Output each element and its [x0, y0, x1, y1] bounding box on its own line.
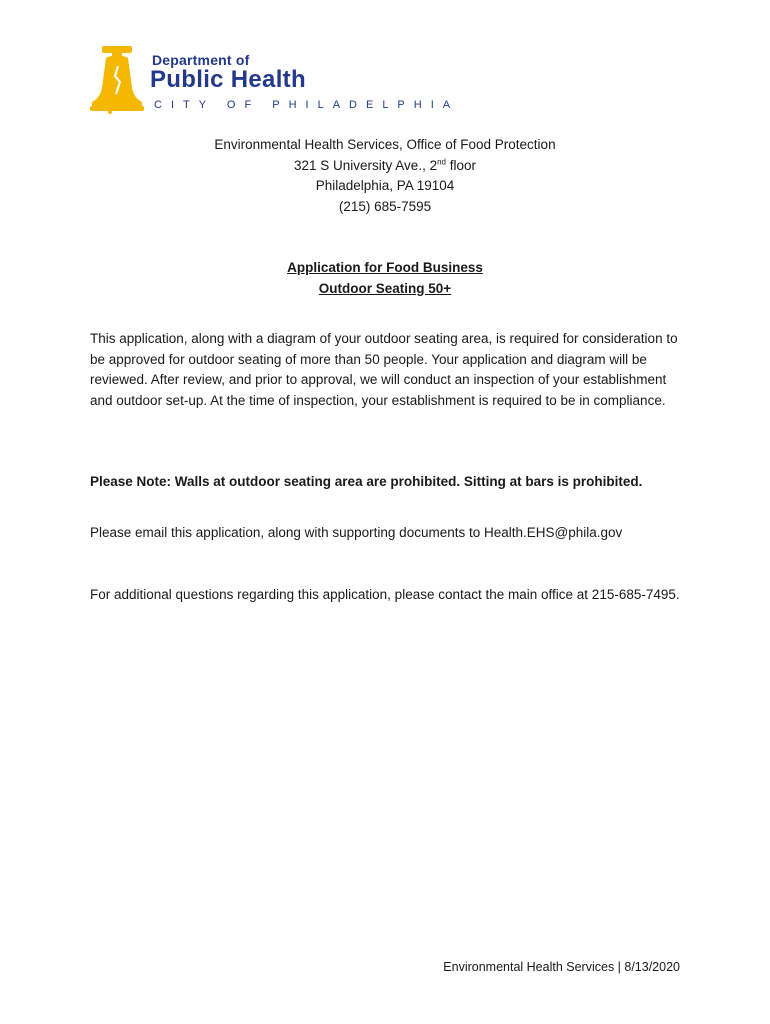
liberty-bell-icon: [88, 44, 148, 114]
contact-paragraph: For additional questions regarding this application, please contact the main office at 215-685-7495.: [90, 587, 680, 602]
intro-paragraph: This application, along with a diagram of your outdoor seating area, is required for consideration to be approved for outdoor seating of more than 50 people. Your application and diagram will be reviewed. After review, and prior to approval, we will conduct an inspection of your establishment and outdoor set-up. At the time of inspection, your establishment is required to be in compliance.: [90, 331, 678, 408]
address-floor-suffix: nd: [437, 157, 446, 166]
document-title: [0, 258, 770, 299]
department-logo: [88, 44, 460, 116]
address-street: 321 S University Ave., 2: [294, 157, 438, 173]
address-phone: (215) 685-7595: [338, 198, 432, 214]
logo-city-text: CITY OF PHILADELPHIA: [154, 99, 460, 111]
address-floor: floor: [445, 157, 476, 173]
office-address: [0, 135, 770, 217]
logo-public-health-text: Public Health: [150, 66, 306, 93]
email-paragraph: Please email this application, along with supporting documents to Health.EHS@phila.gov: [90, 525, 623, 540]
title-line-2: Outdoor Seating 50+: [318, 280, 452, 296]
address-line-2: [0, 156, 770, 177]
address-line-3: Philadelphia, PA 19104: [315, 178, 455, 193]
logo-department-text: Department of: [152, 52, 250, 68]
title-line-1: Application for Food Business: [287, 260, 483, 275]
page-footer: Environmental Health Services | 8/13/2020: [443, 960, 680, 974]
address-line-1: Environmental Health Services, Office of Food Protection: [214, 137, 556, 152]
note-paragraph: Please Note: Walls at outdoor seating area are prohibited. Sitting at bars is prohibited.: [90, 474, 643, 489]
